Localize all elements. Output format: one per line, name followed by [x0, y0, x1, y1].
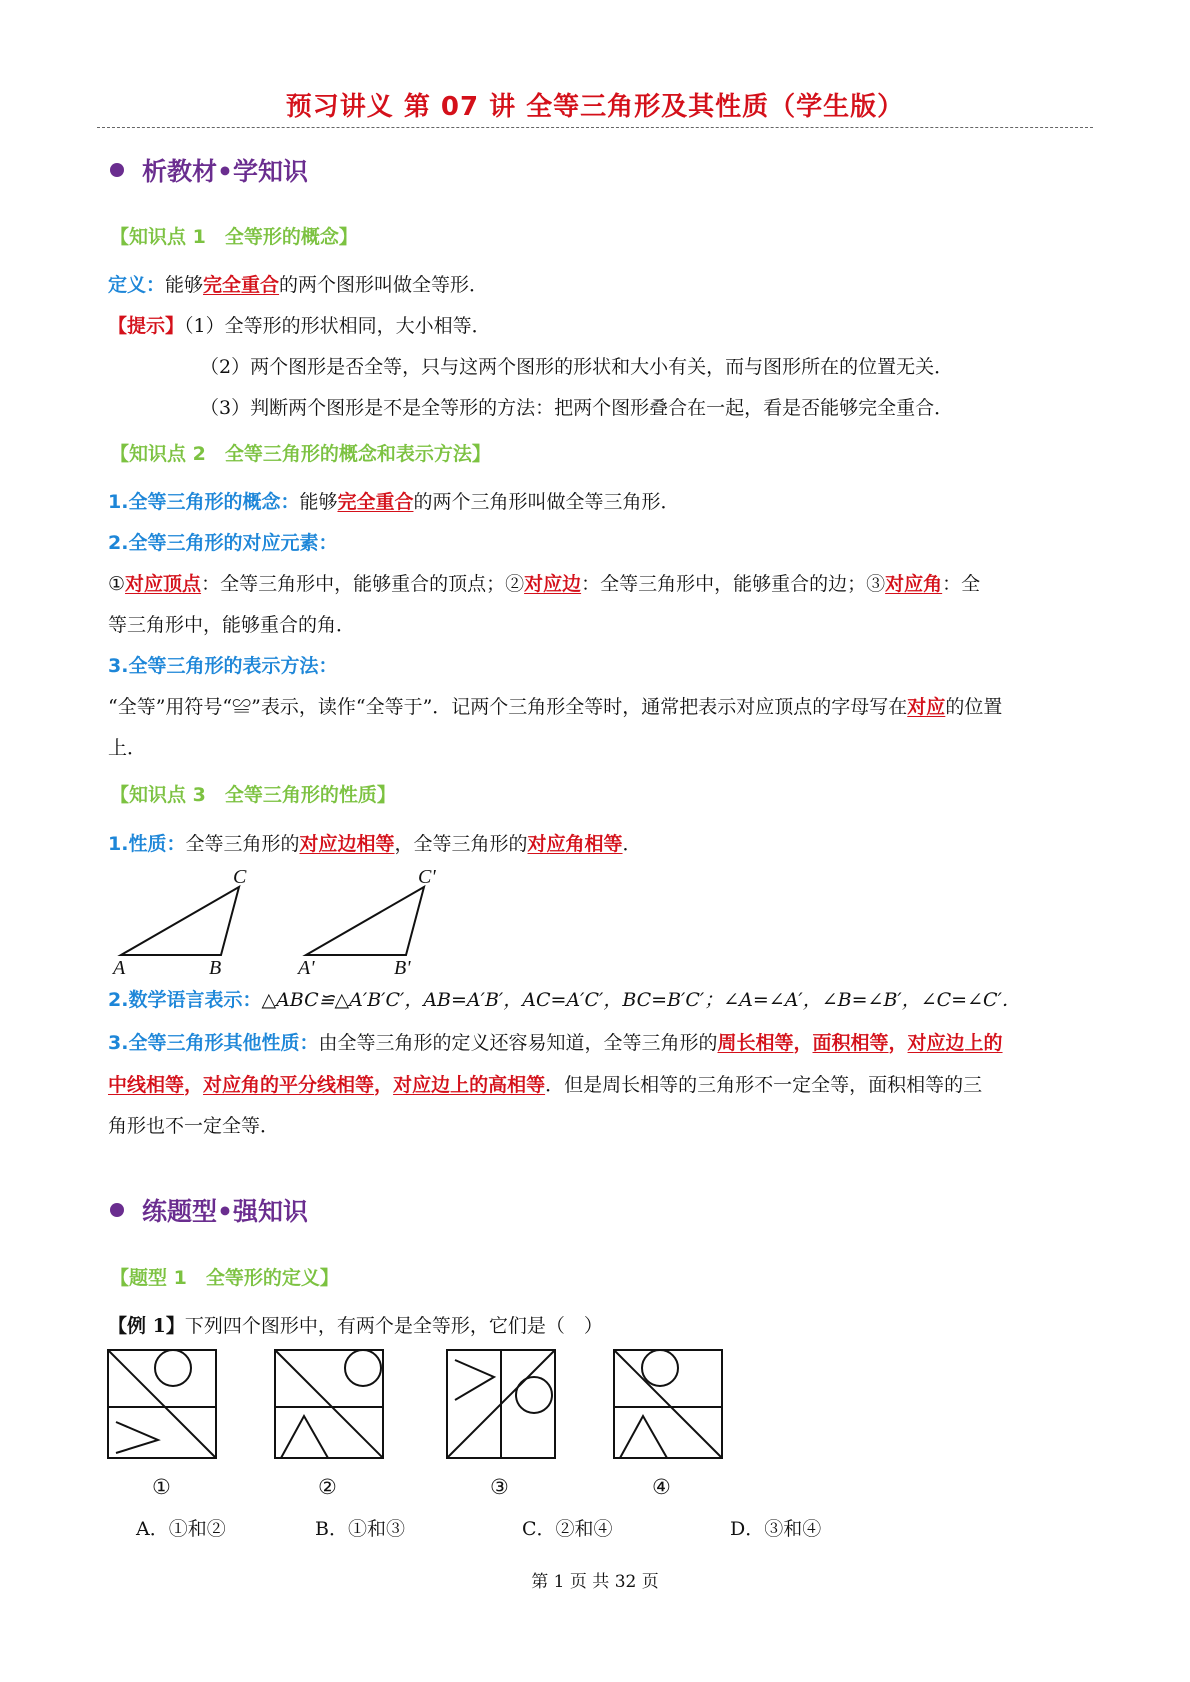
- property-label: 3.全等三角形其他性质：: [108, 1032, 319, 1054]
- triangle-abc-prime: [306, 887, 424, 955]
- text: 的两个图形叫做全等形．: [279, 274, 489, 296]
- text: 的位置: [945, 696, 1003, 718]
- option-d[interactable]: D．③和④: [730, 1518, 822, 1540]
- circled-number: ①: [108, 573, 126, 595]
- key-term: 完全重合: [203, 274, 280, 296]
- text: ．: [622, 833, 642, 855]
- figure-3: [447, 1350, 555, 1458]
- text: ，: [888, 1032, 908, 1054]
- key-term: 对应边相等: [299, 833, 395, 855]
- bullet-dot-icon: [110, 1203, 124, 1217]
- definition-label: 定义：: [108, 274, 166, 296]
- elements-heading: [108, 528, 337, 555]
- text: ，: [374, 1074, 394, 1096]
- vertex-label-c: C: [233, 866, 247, 888]
- figure-1: [108, 1350, 216, 1458]
- example-question: 下列四个图形中，有两个是全等形，它们是（ ）: [184, 1315, 603, 1337]
- triangle-abc: [121, 887, 239, 955]
- circled-number: ③: [866, 573, 886, 595]
- concept-line: [108, 487, 680, 514]
- section-title: 练题型•强知识: [142, 1197, 308, 1226]
- key-term: 对应顶点: [125, 573, 202, 595]
- key-term: 周长相等: [717, 1032, 794, 1054]
- text: ：全等三角形中，能够重合的顶点；: [201, 573, 506, 595]
- math-expression: △ABC≌△A′B′C′，AB=A′B′，AC=A′C′，BC=B′C′；∠A=∠A′，∠B=∠B′，∠C=∠C′．: [261, 989, 1021, 1011]
- figure-label-1: ①: [152, 1475, 171, 1499]
- elements-line: [108, 569, 980, 596]
- concept-label: 1.全等三角形的概念：: [108, 491, 300, 513]
- vertex-label-b-prime: B': [394, 957, 411, 977]
- key-term: 中线相等: [108, 1074, 185, 1096]
- property-line-3-cont: [108, 1070, 982, 1097]
- circled-number: ②: [505, 573, 525, 595]
- text: 由全等三角形的定义还容易知道，全等三角形的: [318, 1032, 718, 1054]
- property-label: 2.数学语言表示：: [108, 989, 262, 1011]
- property-label: 1.性质：: [108, 833, 186, 855]
- text: ：全等三角形中，能够重合的边；: [581, 573, 867, 595]
- option-c[interactable]: C．②和④: [522, 1518, 613, 1540]
- key-term: 对应角相等: [527, 833, 623, 855]
- text: 全等三角形的: [185, 833, 300, 855]
- text: ，: [184, 1074, 204, 1096]
- congruent-triangles-figure: [105, 865, 465, 977]
- figure-label-4: ④: [652, 1475, 671, 1499]
- tip-label: 【提示】: [108, 315, 185, 337]
- key-term: 对应边: [524, 573, 582, 595]
- text: “全等”用符号“≌”表示，读作“全等于”．记两个三角形全等时，通常把表示对应顶点的字母写在: [108, 696, 908, 718]
- title-divider: [97, 127, 1093, 128]
- vertex-label-b: B: [209, 957, 222, 977]
- vertex-label-a: A: [113, 957, 126, 977]
- key-term: 面积相等: [812, 1032, 889, 1054]
- bullet-dot-icon: [110, 163, 124, 177]
- text: ，全等三角形的: [394, 833, 528, 855]
- notation-line: [108, 692, 1002, 719]
- figure-label-2: ②: [318, 1475, 337, 1499]
- figure-label-3: ③: [490, 1475, 509, 1499]
- property-line-3: [108, 1028, 1003, 1055]
- text: 的两个三角形叫做全等三角形．: [413, 491, 680, 513]
- example-1-line: [108, 1311, 603, 1338]
- key-term: 完全重合: [337, 491, 414, 513]
- figure-4: [614, 1350, 722, 1458]
- text: ，: [793, 1032, 813, 1054]
- key-term: 对应: [907, 696, 946, 718]
- key-term: 对应角: [885, 573, 943, 595]
- key-term: 对应边上的: [907, 1032, 1003, 1054]
- figure-2: [275, 1350, 383, 1458]
- text: 能够: [299, 491, 338, 513]
- elements-line-cont: 等三角形中，能够重合的角．: [108, 614, 356, 636]
- vertex-label-a-prime: A': [298, 957, 315, 977]
- section-heading-2: [110, 1192, 308, 1228]
- property-line-3-cont2: 角形也不一定全等．: [108, 1115, 280, 1137]
- example-label: 【例 1】: [108, 1315, 185, 1337]
- notation-line-cont: 上．: [108, 737, 147, 759]
- text: ．但是周长相等的三角形不一定全等，面积相等的三: [545, 1074, 983, 1096]
- property-line-2: [108, 985, 1021, 1012]
- elements-label: 2.全等三角形的对应元素：: [108, 532, 338, 554]
- definition-line: [108, 270, 488, 297]
- tip-line-1: [108, 311, 491, 338]
- notation-heading: [108, 651, 337, 678]
- knowledge-point-2-title: 【知识点 2 全等三角形的概念和表示方法】: [110, 443, 491, 465]
- section-title: 析教材•学知识: [142, 157, 308, 186]
- option-b[interactable]: B．①和③: [315, 1518, 405, 1540]
- tip-line-3: （3）判断两个图形是不是全等形的方法：把两个图形叠合在一起，看是否能够完全重合．: [200, 397, 954, 419]
- page-footer: 第 1 页 共 32 页: [531, 1572, 659, 1592]
- question-type-1-title: 【题型 1 全等形的定义】: [110, 1267, 339, 1289]
- option-a[interactable]: A．①和②: [136, 1518, 226, 1540]
- page-title: 预习讲义 第 07 讲 全等三角形及其性质（学生版）: [285, 92, 905, 122]
- four-figures: [100, 1345, 740, 1460]
- knowledge-point-3-title: 【知识点 3 全等三角形的性质】: [110, 784, 396, 806]
- knowledge-point-1-title: 【知识点 1 全等形的概念】: [110, 226, 358, 248]
- section-heading-1: [110, 152, 308, 188]
- notation-label: 3.全等三角形的表示方法：: [108, 655, 338, 677]
- tip-line-2: （2）两个图形是否全等，只与这两个图形的形状和大小有关，而与图形所在的位置无关．: [200, 356, 954, 378]
- text: 能够: [165, 274, 204, 296]
- text: ：全: [942, 573, 981, 595]
- property-line-1: [108, 829, 642, 856]
- key-term: 对应边上的高相等: [393, 1074, 546, 1096]
- key-term: 对应角的平分线相等: [203, 1074, 375, 1096]
- text: （1）全等形的形状相同，大小相等．: [184, 315, 491, 337]
- vertex-label-c-prime: C': [418, 866, 436, 888]
